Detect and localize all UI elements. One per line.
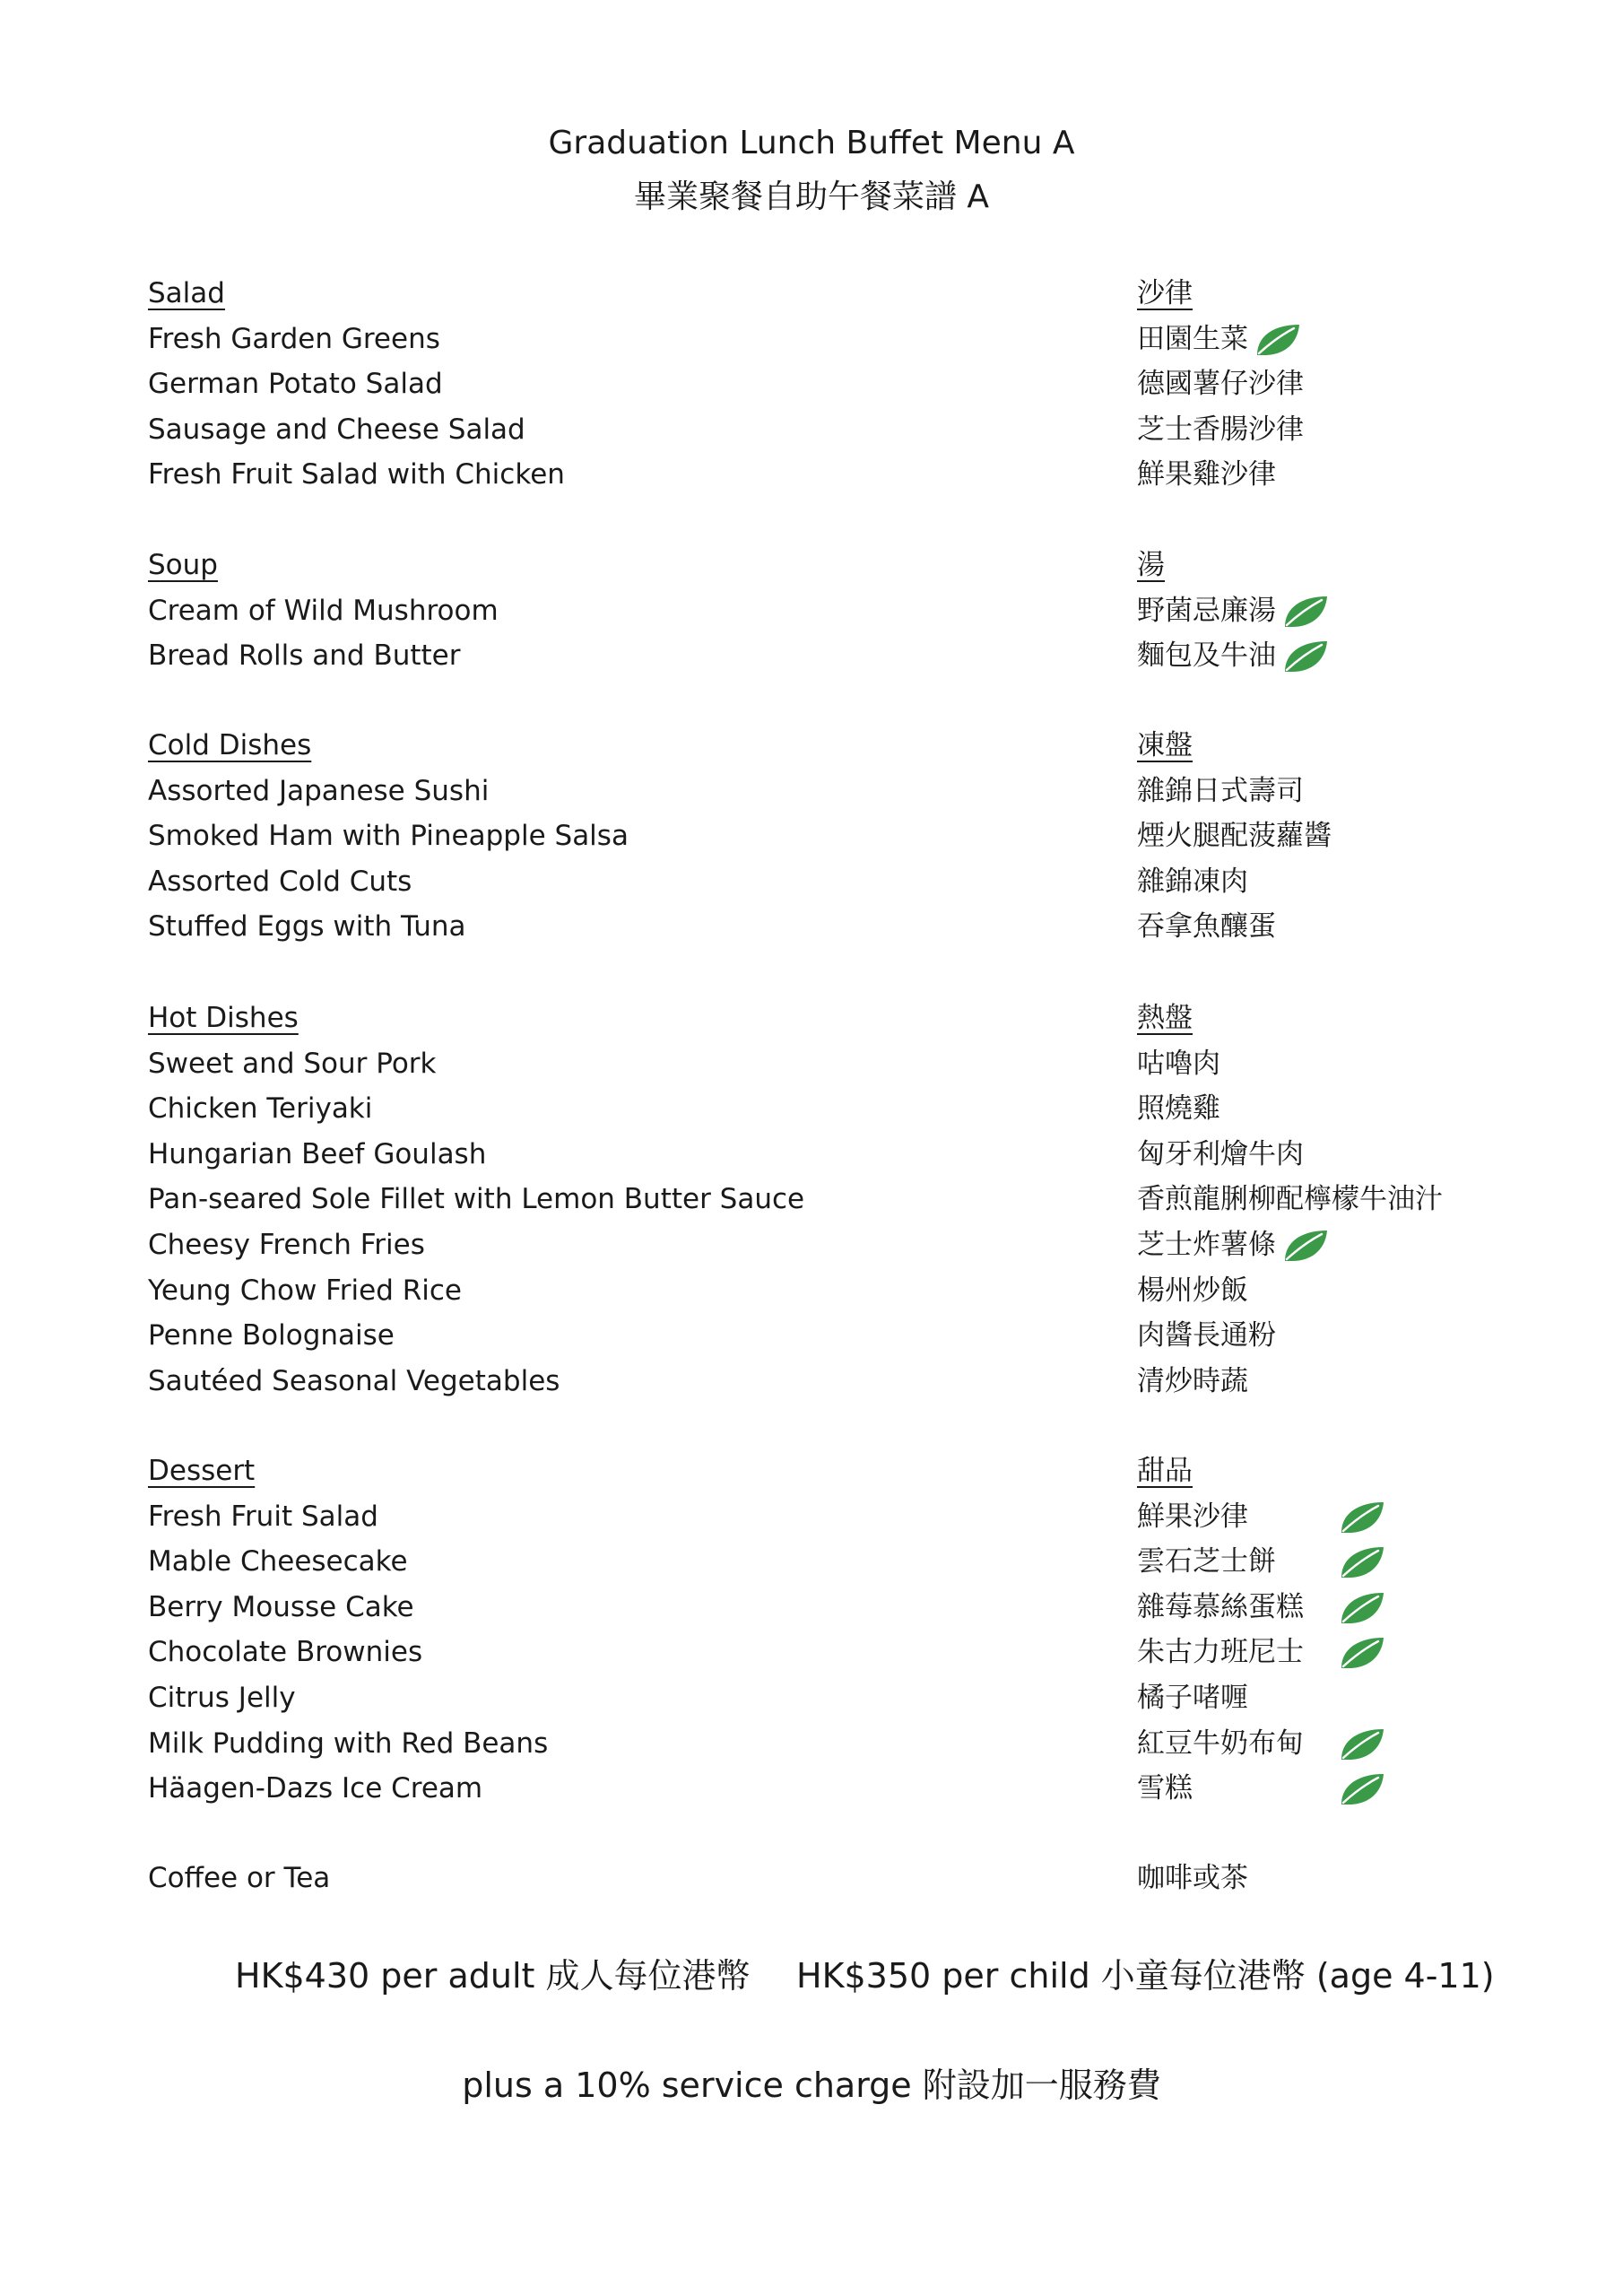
menu-item: [0, 1132, 1623, 1177]
menu-item: [0, 1494, 1623, 1539]
menu-item: [0, 1086, 1623, 1131]
menu-item-zh: 芝士香腸沙律: [1137, 413, 1304, 446]
section-heading: [0, 996, 1623, 1040]
menu-item-zh: 照燒雞: [1137, 1092, 1220, 1126]
menu-item-zh: 吞拿魚釀蛋: [1137, 910, 1276, 944]
menu-item: [0, 633, 1623, 678]
menu-item-zh: 雲石芝士餅: [1137, 1545, 1276, 1578]
menu-item: [0, 1721, 1623, 1766]
menu-item-zh: 雜錦日式壽司: [1137, 774, 1304, 807]
section-title-en: Salad: [148, 277, 225, 309]
leaf-icon: [1281, 594, 1330, 630]
menu-item-en: Assorted Japanese Sushi: [148, 774, 490, 807]
section-title-zh: 凍盤: [1137, 729, 1193, 761]
price-child: HK$350 per child 小童每位港幣 (age 4-11): [796, 1956, 1495, 1996]
menu-title-en: Graduation Lunch Buffet Menu A: [548, 125, 1075, 161]
menu-item-en: Fresh Fruit Salad with Chicken: [148, 458, 565, 491]
menu-item-en: Stuffed Eggs with Tuna: [148, 910, 466, 944]
menu-item: [0, 1675, 1623, 1720]
leaf-icon: [1281, 1228, 1330, 1264]
menu-item: [0, 1041, 1623, 1086]
menu-item-zh: 香煎龍脷柳配檸檬牛油汁: [1137, 1183, 1443, 1216]
menu-item-zh: 雜莓慕絲蛋糕: [1137, 1590, 1304, 1623]
menu-item-en: German Potato Salad: [148, 368, 443, 401]
menu-item-zh: 芝士炸薯條: [1137, 1229, 1276, 1261]
menu-item: [0, 1539, 1623, 1584]
menu-item-en: Cheesy French Fries: [148, 1229, 425, 1261]
menu-item: [0, 1222, 1623, 1267]
menu-item-en: Smoked Ham with Pineapple Salsa: [148, 820, 629, 853]
menu-item-en: Sausage and Cheese Salad: [148, 413, 525, 446]
menu-item-en: Chicken Teriyaki: [148, 1092, 373, 1126]
menu-item-zh: 肉醬長通粉: [1137, 1319, 1276, 1352]
menu-item-zh: 匈牙利燴牛肉: [1137, 1137, 1304, 1170]
menu-item-en: Fresh Fruit Salad: [148, 1500, 378, 1533]
menu-item-en: Mable Cheesecake: [148, 1545, 408, 1578]
leaf-icon: [1338, 1544, 1386, 1580]
menu-item: [0, 1766, 1623, 1811]
menu-item-en: Milk Pudding with Red Beans: [148, 1726, 549, 1760]
section-heading: [0, 271, 1623, 316]
leaf-icon: [1281, 639, 1330, 674]
section-title-en: Cold Dishes: [148, 729, 312, 761]
menu-item-zh: 清炒時蔬: [1137, 1364, 1248, 1397]
menu-item-zh: 鮮果沙律: [1137, 1500, 1248, 1533]
section-title-zh: 沙律: [1137, 277, 1193, 309]
menu-item: [0, 1630, 1623, 1674]
menu-item-en: Bread Rolls and Butter: [148, 639, 461, 673]
menu-item: [0, 813, 1623, 858]
menu-item-en: Sweet and Sour Pork: [148, 1047, 437, 1080]
menu-title-zh: 畢業聚餐自助午餐菜譜 A: [633, 178, 990, 215]
section-title-en: Soup: [148, 549, 218, 581]
menu-item-zh: 野菌忌廉湯: [1137, 594, 1276, 627]
menu-item-en: Hungarian Beef Goulash: [148, 1137, 487, 1170]
menu-item: [0, 1585, 1623, 1630]
leaf-icon: [1338, 1771, 1386, 1807]
menu-item: [0, 452, 1623, 497]
menu-item: [0, 769, 1623, 813]
section-title-zh: 熱盤: [1137, 1002, 1193, 1034]
menu-item: [0, 317, 1623, 361]
menu-item: [0, 407, 1623, 452]
menu-item-en: Pan-seared Sole Fillet with Lemon Butter Sauce: [148, 1183, 805, 1216]
section-title-en: Dessert: [148, 1455, 256, 1487]
menu-item: [0, 1359, 1623, 1404]
section-title-en: Hot Dishes: [148, 1002, 299, 1034]
menu-item-zh: 雪糕: [1137, 1772, 1193, 1805]
menu-item: [0, 361, 1623, 406]
section-heading: [0, 543, 1623, 587]
menu-item-en: Häagen-Dazs Ice Cream: [148, 1772, 483, 1805]
menu-item-zh: 咖啡或茶: [1137, 1862, 1248, 1894]
menu-item-zh: 咕嚕肉: [1137, 1047, 1220, 1080]
section-title-zh: 湯: [1137, 549, 1165, 581]
menu-item-zh: 紅豆牛奶布甸: [1137, 1726, 1304, 1760]
leaf-icon: [1338, 1635, 1386, 1671]
menu-item-zh: 德國薯仔沙律: [1137, 368, 1304, 401]
menu-item: [0, 1177, 1623, 1222]
menu-item-en: Fresh Garden Greens: [148, 322, 440, 355]
menu-item-zh: 煙火腿配菠蘿醬: [1137, 820, 1332, 853]
menu-item: [0, 859, 1623, 904]
menu-item-zh: 楊州炒飯: [1137, 1274, 1248, 1307]
menu-item-en: Penne Bolognaise: [148, 1319, 395, 1352]
menu-item-zh: 朱古力班尼士: [1137, 1636, 1304, 1669]
menu-item-en: Assorted Cold Cuts: [148, 865, 412, 898]
menu-item-en: Chocolate Brownies: [148, 1636, 423, 1669]
menu-item-en: Yeung Chow Fried Rice: [148, 1274, 462, 1307]
menu-item-zh: 雜錦凍肉: [1137, 865, 1248, 898]
menu-item-zh: 鮮果雞沙律: [1137, 458, 1276, 491]
menu-item: [0, 1268, 1623, 1313]
price-adult: HK$430 per adult 成人每位港幣: [235, 1956, 751, 1996]
leaf-icon: [1254, 322, 1302, 358]
leaf-icon: [1338, 1590, 1386, 1626]
section-title-zh: 甜品: [1137, 1455, 1193, 1487]
menu-item: [0, 1313, 1623, 1358]
section-heading: [0, 723, 1623, 768]
section-heading: [0, 1448, 1623, 1493]
menu-item-en: Citrus Jelly: [148, 1682, 296, 1714]
menu-item-zh: 橘子啫喱: [1137, 1682, 1248, 1714]
leaf-icon: [1338, 1500, 1386, 1535]
menu-item-zh: 麵包及牛油: [1137, 639, 1276, 673]
menu-item-en: Berry Mousse Cake: [148, 1590, 414, 1623]
menu-item: [0, 1856, 1623, 1900]
menu-item: [0, 904, 1623, 949]
menu-item-en: Sautéed Seasonal Vegetables: [148, 1364, 560, 1397]
leaf-icon: [1338, 1726, 1386, 1762]
menu-item-zh: 田園生菜: [1137, 322, 1248, 355]
service-charge: plus a 10% service charge 附設加一服務費: [462, 2066, 1161, 2105]
menu-item-en: Coffee or Tea: [148, 1862, 331, 1894]
menu-item-en: Cream of Wild Mushroom: [148, 594, 499, 627]
menu-item: [0, 588, 1623, 633]
